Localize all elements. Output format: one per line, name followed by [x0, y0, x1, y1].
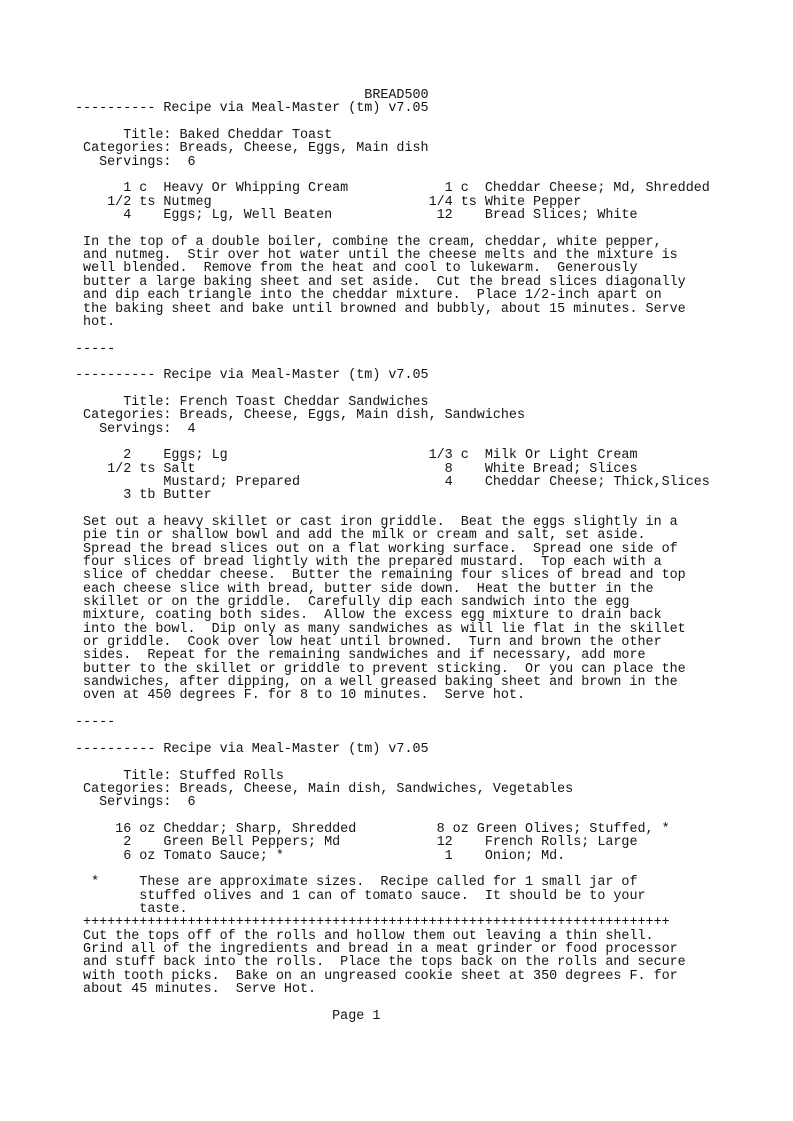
text-line	[75, 222, 710, 235]
text-line: Title: French Toast Cheddar Sandwiches	[75, 394, 429, 410]
text-line: skillet or on the griddle. Carefully dip each sandwich into the egg	[75, 595, 630, 611]
text-line: +++++++++++++++++++++++++++++++++++++++++++++++++++++++++++++++++++++++++	[75, 915, 670, 931]
text-line: the baking sheet and bake until browned and bubbly, about 15 minutes. Serve	[75, 301, 686, 317]
text-line: and nutmeg. Stir over hot water until the cheese melts and the mixture is	[75, 248, 678, 264]
text-line: Page 1	[75, 1008, 381, 1024]
text-line: 16 oz Cheddar; Sharp, Shredded 8 oz Green Olives; Stuffed, *	[75, 821, 670, 837]
text-line: pie tin or shallow bowl and add the milk or cream and salt, set aside.	[75, 528, 646, 544]
text-line: Servings: 6	[75, 154, 196, 170]
text-line: well blended. Remove from the heat and cool to lukewarm. Generously	[75, 261, 638, 277]
text-line: BREAD500	[75, 88, 429, 103]
text-line: Categories: Breads, Cheese, Eggs, Main dish	[75, 141, 429, 157]
text-line: 2 Green Bell Peppers; Md 12 French Rolls; Large	[75, 835, 638, 851]
text-line	[75, 356, 710, 369]
text-line: 1 c Heavy Or Whipping Cream 1 c Cheddar Cheese; Md, Shredded	[75, 181, 710, 197]
text-line: 4 Eggs; Lg, Well Beaten 12 Bread Slices; White	[75, 208, 638, 224]
text-line: Spread the bread slices out on a flat working surface. Spread one side of	[75, 541, 678, 557]
text-line: ---------- Recipe via Meal-Master (tm) v7.05	[75, 101, 429, 117]
text-line	[75, 810, 710, 823]
text-line: oven at 450 degrees F. for 8 to 10 minutes. Serve hot.	[75, 688, 525, 704]
text-line	[75, 863, 710, 876]
text-line: and stuff back into the rolls. Place the tops back on the rolls and secure	[75, 955, 686, 971]
text-line: Grind all of the ingredients and bread in a meat grinder or food processor	[75, 942, 678, 957]
text-line: Cut the tops off of the rolls and hollow them out leaving a thin shell.	[75, 928, 654, 944]
text-line: sides. Repeat for the remaining sandwiches and if necessary, add more	[75, 648, 646, 664]
text-line	[75, 169, 710, 182]
text-line: Categories: Breads, Cheese, Main dish, Sandwiches, Vegetables	[75, 781, 574, 797]
text-line: * These are approximate sizes. Recipe called for 1 small jar of	[75, 875, 638, 891]
text-line: 3 tb Butter	[75, 488, 212, 504]
text-line: into the bowl. Dip only as many sandwiches as will lie flat in the skillet	[75, 621, 686, 637]
text-line: Mustard; Prepared 4 Cheddar Cheese; Thick,Slices	[75, 474, 710, 490]
text-line: 1/2 ts Salt 8 White Bread; Slices	[75, 461, 638, 477]
text-line: In the top of a double boiler, combine the cream, cheddar, white pepper,	[75, 234, 662, 250]
text-line: Title: Baked Cheddar Toast	[75, 128, 333, 144]
text-line: Title: Stuffed Rolls	[75, 768, 284, 784]
text-line	[75, 383, 710, 396]
text-line: 6 oz Tomato Sauce; * 1 Onion; Md.	[75, 848, 566, 864]
text-line: 2 Eggs; Lg 1/3 c Milk Or Light Cream	[75, 448, 638, 464]
text-line	[75, 996, 710, 1009]
text-line: each cheese slice with bread, butter side down. Heat the butter in the	[75, 581, 654, 597]
text-line: ---------- Recipe via Meal-Master (tm) v7.05	[75, 368, 429, 384]
text-line: Set out a heavy skillet or cast iron griddle. Beat the eggs slightly in a	[75, 515, 678, 530]
text-line: with tooth picks. Bake on an ungreased cookie sheet at 350 degrees F. for	[75, 968, 678, 984]
text-line: and dip each triangle into the cheddar mixture. Place 1/2-inch apart on	[75, 288, 662, 304]
text-line: Categories: Breads, Cheese, Eggs, Main dish, Sandwiches	[75, 408, 525, 424]
text-line: Servings: 4	[75, 421, 196, 437]
text-line	[75, 503, 710, 516]
text-line: about 45 minutes. Serve Hot.	[75, 982, 317, 998]
text-line: -----	[75, 341, 116, 357]
text-line	[75, 730, 710, 743]
text-line: stuffed olives and 1 can of tomato sauce. It should be to your	[75, 888, 646, 904]
text-line: Servings: 6	[75, 795, 196, 811]
text-line	[75, 436, 710, 449]
text-line: sandwiches, after dipping, on a well greased baking sheet and brown in the	[75, 675, 678, 691]
text-line	[75, 116, 710, 129]
text-line	[75, 756, 710, 769]
text-line: slice of cheddar cheese. Butter the remaining four slices of bread and top	[75, 568, 686, 584]
text-line: mixture, coating both sides. Allow the excess egg mixture to drain back	[75, 608, 662, 624]
text-line	[75, 703, 710, 716]
meal-master-text	[75, 89, 710, 1023]
text-line: butter a large baking sheet and set aside. Cut the bread slices diagonally	[75, 274, 686, 290]
text-line: or griddle. Cook over low heat until browned. Turn and brown the other	[75, 635, 662, 651]
text-line: -----	[75, 715, 116, 731]
text-line	[75, 329, 710, 342]
text-line: taste.	[75, 901, 188, 917]
text-line: four slices of bread lightly with the prepared mustard. Top each with a	[75, 555, 662, 571]
text-line: ---------- Recipe via Meal-Master (tm) v7.05	[75, 741, 429, 757]
text-line: butter to the skillet or griddle to prevent sticking. Or you can place the	[75, 661, 686, 677]
text-line: hot.	[75, 314, 116, 330]
text-line: 1/2 ts Nutmeg 1/4 ts White Pepper	[75, 194, 582, 210]
